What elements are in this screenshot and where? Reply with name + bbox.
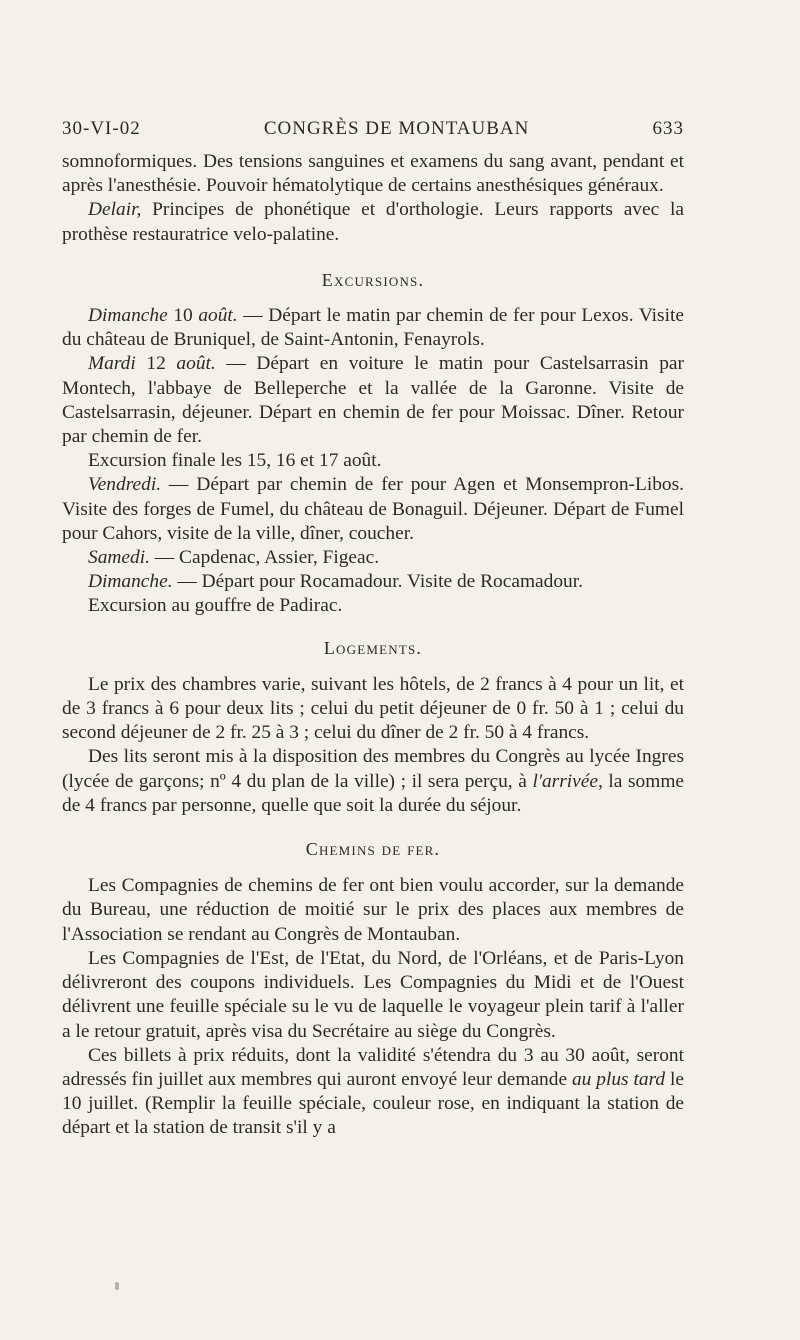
excursion-item: Mardi 12 août. — Départ en voiture le matin pour Castelsarrasin par Montech, l'abbaye de Belleperche et la vallée de la Garonne. Visite de Castelsarrasin, déjeuner. Départ en chemin de fer pour Moissac. Dîner. Retour par chemin de fer. [62, 353, 684, 448]
running-header [62, 118, 684, 140]
paragraph-delair: Delair, Principes de phonétique et d'orthologie. Leurs rapports avec la prothèse restauratrice velo-palatine. [62, 199, 684, 245]
header-date: 30-VI-02 [62, 118, 141, 139]
paper-speck [115, 1282, 119, 1290]
author-name: Delair, [88, 199, 142, 221]
paragraph-prices: Le prix des chambres varie, suivant les hôtels, de 2 francs à 4 pour un lit, et de 3 francs à 6 pour deux lits ; celui du petit déjeuner de 0 fr. 50 à 1 ; celui du second déjeuner de 2 fr. 25 à 3 ; celui du dîner de 2 fr. 50 à 4 francs. [62, 673, 684, 744]
excursion-item: Dimanche 10 août. — Départ le matin par chemin de fer pour Lexos. Visite du château de Bruniquel, de Saint-Antonin, Fenayrols. [62, 305, 684, 351]
paragraph-compagnies: Les Compagnies de l'Est, de l'Etat, du Nord, de l'Orléans, et de Paris-Lyon délivreront des coupons individuels. Les Compagnies du Midi et de l'Ouest délivrent une feuille spéciale su le vu de laquelle le voyageur plein tarif à l'aller a le retour gratuit, après visa du Secrétaire au siège du Congrès. [62, 947, 684, 1042]
excursion-item: Dimanche. — Départ pour Rocamadour. Visite de Rocamadour. [88, 571, 583, 593]
paragraph-billets: Ces billets à prix réduits, dont la validité s'étendra du 3 au 30 août, seront adressés fin juillet aux membres qui auront envoyé leur demande au plus tard le 10 juillet. (Remplir la feuille spéciale, couleur rose, en indiquant la station de départ et la station de transit s'il y a [62, 1044, 685, 1139]
excursion-item: Vendredi. — Départ par chemin de fer pour Agen et Monsempron-Libos. Visite des forges de Fumel, du château de Bonaguil. Déjeuner. Départ de Fumel pour Cahors, visite de la ville, dîner, coucher. [62, 474, 684, 544]
heading-excursions: Excursions. [321, 269, 425, 290]
excursion-item: Excursion au gouffre de Padirac. [88, 595, 343, 617]
excursion-final: Excursion finale les 15, 16 et 17 août. [88, 450, 382, 472]
heading-chemins-de-fer: Chemins de fer. [305, 839, 441, 860]
paragraph-lycee: Des lits seront mis à la disposition des membres du Congrès au lycée Ingres (lycée de garçons; nº 4 du plan de la ville) ; il sera perçu, à l'arrivée, la somme de 4 francs par personne, quelle que soit la durée du séjour. [62, 746, 685, 816]
paragraph-continuation: somnoformiques. Des tensions sanguines et examens du sang avant, pendant et après l'anesthésie. Pouvoir hématolytique de certains anesthésiques généraux. [62, 151, 684, 197]
header-title: CONGRÈS DE MONTAUBAN [263, 118, 530, 139]
excursion-item: Samedi. — Capdenac, Assier, Figeac. [88, 547, 380, 569]
paragraph-reduction: Les Compagnies de chemins de fer ont bien voulu accorder, sur la demande du Bureau, une réduction de moitié sur le prix des places aux membres de l'Association se rendant au Congrès de Montauban. [62, 875, 684, 945]
body-text [62, 150, 684, 1141]
heading-logements: Logements. [323, 637, 423, 658]
page-number: 633 [652, 118, 684, 139]
